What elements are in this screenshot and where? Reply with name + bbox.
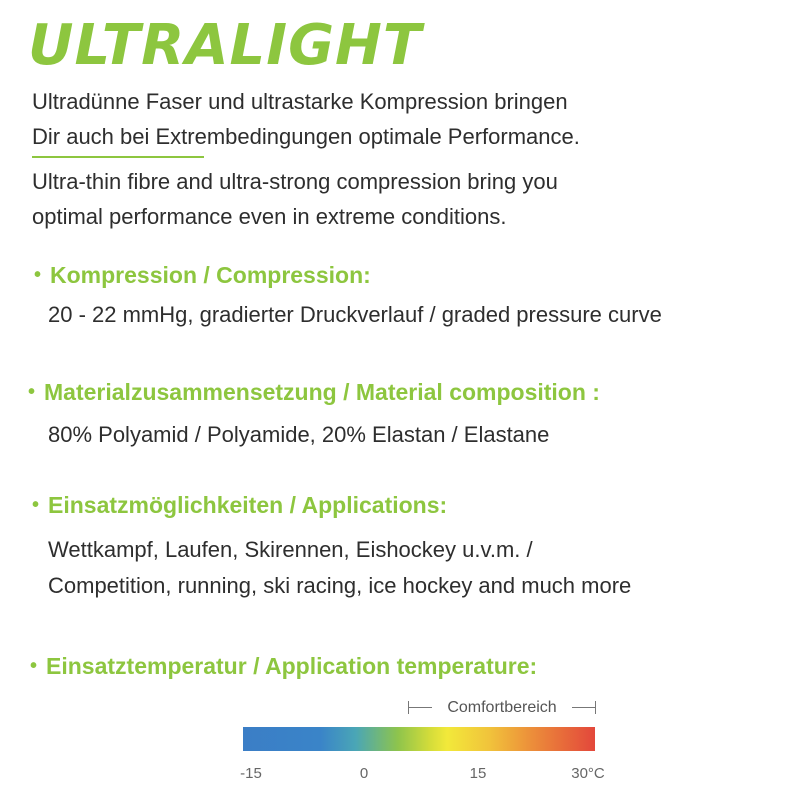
applications-value-line: Wettkampf, Laufen, Skirennen, Eishockey u.v.m. / [48,537,533,562]
temperature-tick-label: 0 [359,765,369,782]
comfort-bracket-left-line [408,707,432,708]
temperature-heading [30,651,537,683]
applications-heading-text: Einsatzmöglichkeiten / Applications: [48,492,448,518]
intro-german [32,84,580,154]
bullet-dot: • [34,264,42,286]
temperature-tick-label: 15 [469,765,487,782]
compression-heading-text: Kompression / Compression: [50,262,371,288]
bullet-dot: • [32,494,40,516]
compression-value-line: 20 - 22 mmHg, gradierter Druckverlauf / graded pressure curve [48,302,662,327]
bullet-dot: • [28,381,36,403]
temperature-tick-label: 30°C [571,765,605,782]
intro-english [32,164,558,234]
comfort-range-bracket [408,698,596,718]
compression-heading [34,260,371,292]
applications-value-line: Competition, running, ski racing, ice hockey and much more [48,573,632,598]
material-value [48,417,549,453]
temperature-tick-label: -15 [240,765,262,782]
intro-english-line: optimal performance even in extreme conditions. [32,204,507,229]
product-title: ULTRALIGHT [28,13,423,78]
divider-rule [32,156,204,158]
material-value-line: 80% Polyamid / Polyamide, 20% Elastan / Elastane [48,422,550,447]
comfort-bracket-right-tick [595,701,596,714]
applications-value [48,532,631,604]
material-heading-text: Materialzusammensetzung / Material composition : [44,379,600,405]
temperature-gradient-bar [243,727,595,751]
comfort-bracket-right-line [572,707,596,708]
intro-german-line: Dir auch bei Extrembedingungen optimale Performance. [32,124,580,149]
applications-heading [32,490,447,522]
compression-value [48,297,662,333]
intro-english-line: Ultra-thin fibre and ultra-strong compression bring you [32,169,558,194]
bullet-dot: • [30,655,38,677]
comfort-range-label: Comfortbereich [447,699,557,716]
temperature-heading-text: Einsatztemperatur / Application temperature: [46,653,538,679]
intro-german-line: Ultradünne Faser und ultrastarke Kompression bringen [32,89,568,114]
material-heading [28,377,600,409]
